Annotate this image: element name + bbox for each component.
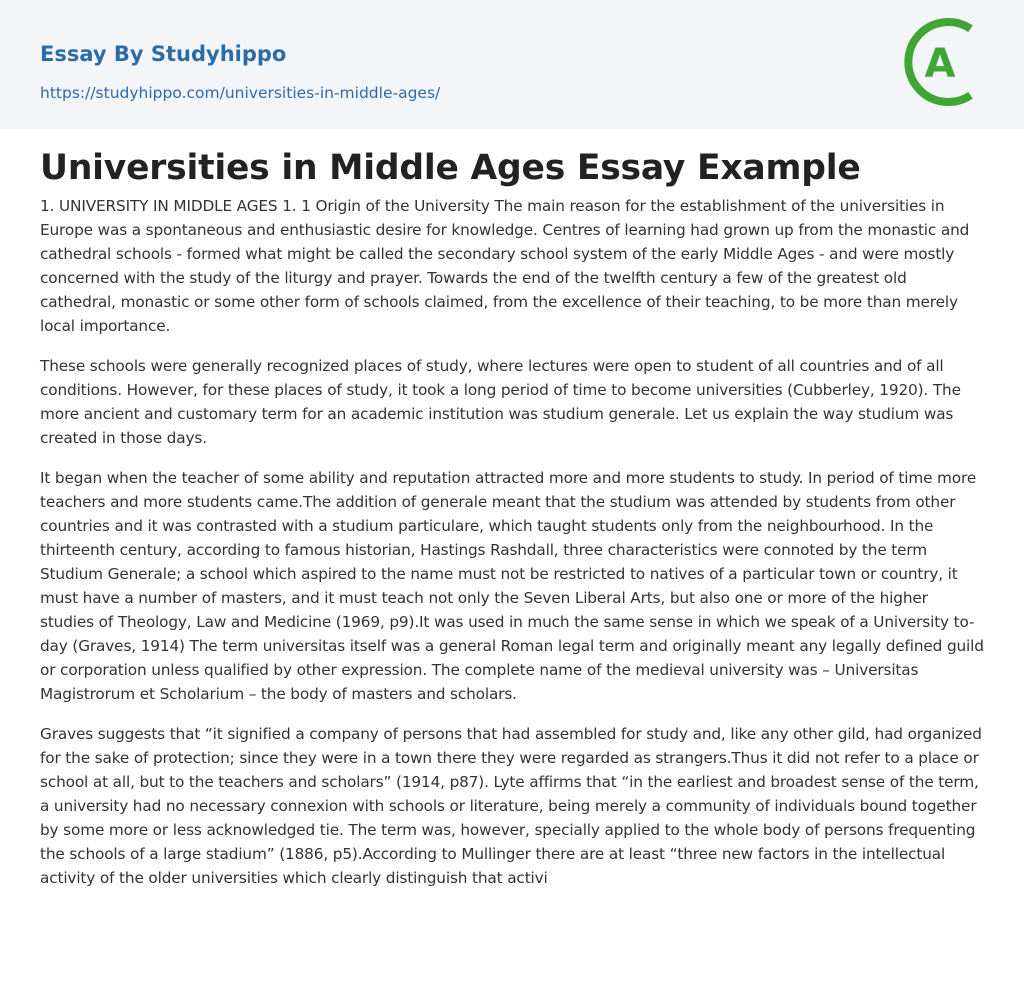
page-title: Universities in Middle Ages Essay Example xyxy=(40,148,861,188)
essay-url-link[interactable]: https://studyhippo.com/universities-in-middle-ages/ xyxy=(40,84,441,102)
essay-body xyxy=(40,194,984,906)
essay-paragraph: Graves suggests that “it signified a company of persons that had assembled for study and, like any other gild, had organized for the sake of protection; since they were in a town there they were regarded as strangers.Thus it did not refer to a place or school at all, but to the teachers and scholars” (1914, p87). Lyte affirms that “in the earliest and broadest sense of the term, a university had no necessary connexion with schools or literature, being merely a community of individuals bound together by some more or less acknowledged tie. The term was, however, specially applied to the whole body of persons frequenting the schools of a large stadium” (1886, p5).According to Mullinger there are at least “three new factors in the intellectual activity of the older universities which clearly distinguish that activi xyxy=(40,725,982,887)
logo-letter: A xyxy=(924,41,956,87)
essay-paragraph: 1. UNIVERSITY IN MIDDLE AGES 1. 1 Origin of the University The main reason for the establishment of the universities in Europe was a spontaneous and enthusiastic desire for knowledge. Centres of learning had grown up from the monastic and cathedral schools - formed what might be called the secondary school system of the early Middle Ages - and were mostly concerned with the study of the liturgy and prayer. Towards the end of the twelfth century a few of the greatest old cathedral, monastic or some other form of schools claimed, from the excellence of their teaching, to be more than merely local importance. xyxy=(40,197,970,335)
essay-paragraph: These schools were generally recognized places of study, where lectures were open to student of all countries and of all conditions. However, for these places of study, it took a long period of time to become universities (Cubberley, 1920). The more ancient and customary term for an academic institution was studium generale. Let us explain the way studium was created in those days. xyxy=(40,357,961,447)
studyhippo-logo-icon[interactable] xyxy=(900,16,992,108)
essay-paragraph: It began when the teacher of some ability and reputation attracted more and more students to study. In period of time more teachers and more students came.The addition of generale meant that the studium was attended by students from other countries and it was contrasted with a studium particulare, which taught students only from the neighbourhood. In the thirteenth century, according to famous historian, Hastings Rashdall, three characteristics were connoted by the term Studium Generale; a school which aspired to the name must not be restricted to natives of a particular town or country, it must have a number of masters, and it must teach not only the Seven Liberal Arts, but also one or more of the higher studies of Theology, Law and Medicine (1969, p9).It was used in much the same sense in which we speak of a University to-day (Graves, 1914) The term universitas itself was a general Roman legal term and originally meant any legally defined guild or corporation unless qualified by other expression. The complete name of the medieval university was – Universitas Magistrorum et Scholarium – the body of masters and scholars. xyxy=(40,469,984,703)
site-header xyxy=(0,0,1024,129)
site-title[interactable]: Essay By Studyhippo xyxy=(40,42,287,66)
